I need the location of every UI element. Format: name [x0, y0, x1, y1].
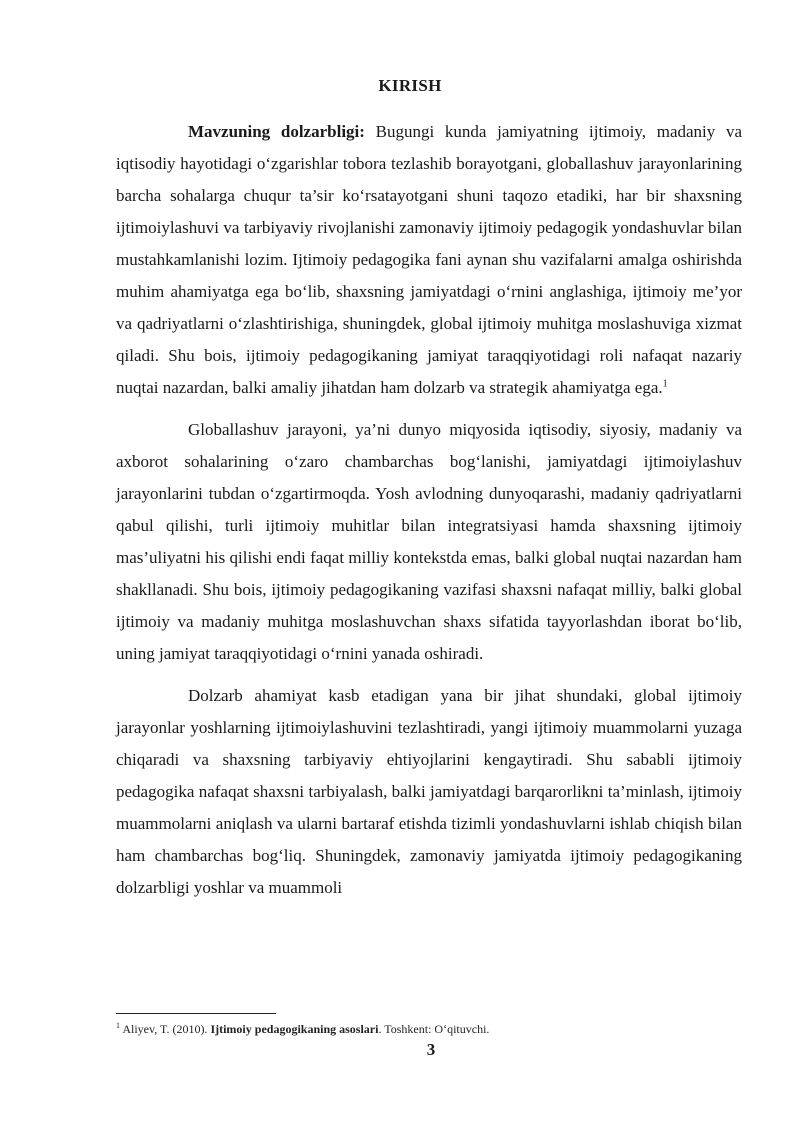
- footnote-author: Aliyev, T. (2010).: [120, 1022, 211, 1036]
- footnote-book-title: Ijtimoiy pedagogikaning asoslari: [210, 1022, 379, 1036]
- footnote: [116, 1022, 742, 1037]
- page-number: 3: [426, 1040, 436, 1059]
- page-title: KIRISH: [378, 76, 442, 95]
- paragraph-lead: Mavzuning dolzarbligi:: [188, 122, 365, 141]
- footnote-reference[interactable]: 1: [662, 378, 668, 390]
- footnote-separator: [116, 1013, 276, 1014]
- footnote-publisher: . Toshkent: O‘qituvchi.: [378, 1022, 490, 1036]
- body-text: [116, 116, 742, 904]
- paragraph-3: Dolzarb ahamiyat kasb etadigan yana bir jihat shundaki, global ijtimoiy jarayonlar yoshlarning ijtimoiylashuvini tezlashtiradi, yangi ijtimoiy muammolarni yuzaga chiqaradi va shaxsning tarbiyaviy ehtiyojlarini kengaytiradi. Shu sababli ijtimoiy pedagogika nafaqat shaxsni tarbiyalash, balki jamiyatdagi barqarorlikni ta’minlash, ijtimoiy muammolarni aniqlash va ularni bartaraf etishda tizimli yondashuvlarni ishlab chiqish bilan ham chambarchas bog‘liq. Shuningdek, zamonaviy jamiyatda ijtimoiy pedagogikaning dolzarbligi yoshlar va muammoli: [116, 686, 742, 897]
- paragraph-1-text: Bugungi kunda jamiyatning ijtimoiy, madaniy va iqtisodiy hayotidagi o‘zgarishlar tobora tezlashib borayotgani, globallashuv jarayonlarining barcha sohalarga chuqur ta’sir ko‘rsatayotgani shuni taqozo etadiki, har bir shaxsning ijtimoiylashuvi va tarbiyaviy rivojlanishi zamonaviy ijtimoiy pedagogik yondashuvlar bilan mustahkamlanishi lozim. Ijtimoiy pedagogika fani aynan shu vazifalarni amalga oshirishda muhim ahamiyatga ega bo‘lib, shaxsning jamiyatdagi o‘rnini anglashiga, ijtimoiy me’yor va qadriyatlarni o‘zlashtirishiga, shuningdek, global ijtimoiy muhitga moslashuviga xizmat qiladi. Shu bois, ijtimoiy pedagogikaning jamiyat taraqqiyotidagi roli nafaqat nazariy nuqtai nazardan, balki amaliy jihatdan ham dolzarb va strategik ahamiyatga ega.: [116, 122, 742, 397]
- paragraph-2: Globallashuv jarayoni, ya’ni dunyo miqyosida iqtisodiy, siyosiy, madaniy va axborot sohalarining o‘zaro chambarchas bog‘lanishi, jamiyatdagi ijtimoiylashuv jarayonlarini tubdan o‘zgartirmoqda. Yosh avlodning dunyoqarashi, madaniy qadriyatlarni qabul qilishi, turli ijtimoiy muhitlar bilan integratsiyasi hamda shaxsning ijtimoiy mas’uliyatni his qilishi endi faqat milliy kontekstda emas, balki global nuqtai nazardan ham shakllanadi. Shu bois, ijtimoiy pedagogikaning vazifasi shaxsni nafaqat milliy, balki global ijtimoiy va madaniy muhitga moslashuvchan shaxs sifatida tayyorlashdan iborat bo‘lib, uning jamiyat taraqqiyotidagi o‘rnini yanada oshiradi.: [116, 420, 742, 663]
- footnote-mark: 1: [116, 1021, 120, 1030]
- paragraph-1: [116, 116, 742, 404]
